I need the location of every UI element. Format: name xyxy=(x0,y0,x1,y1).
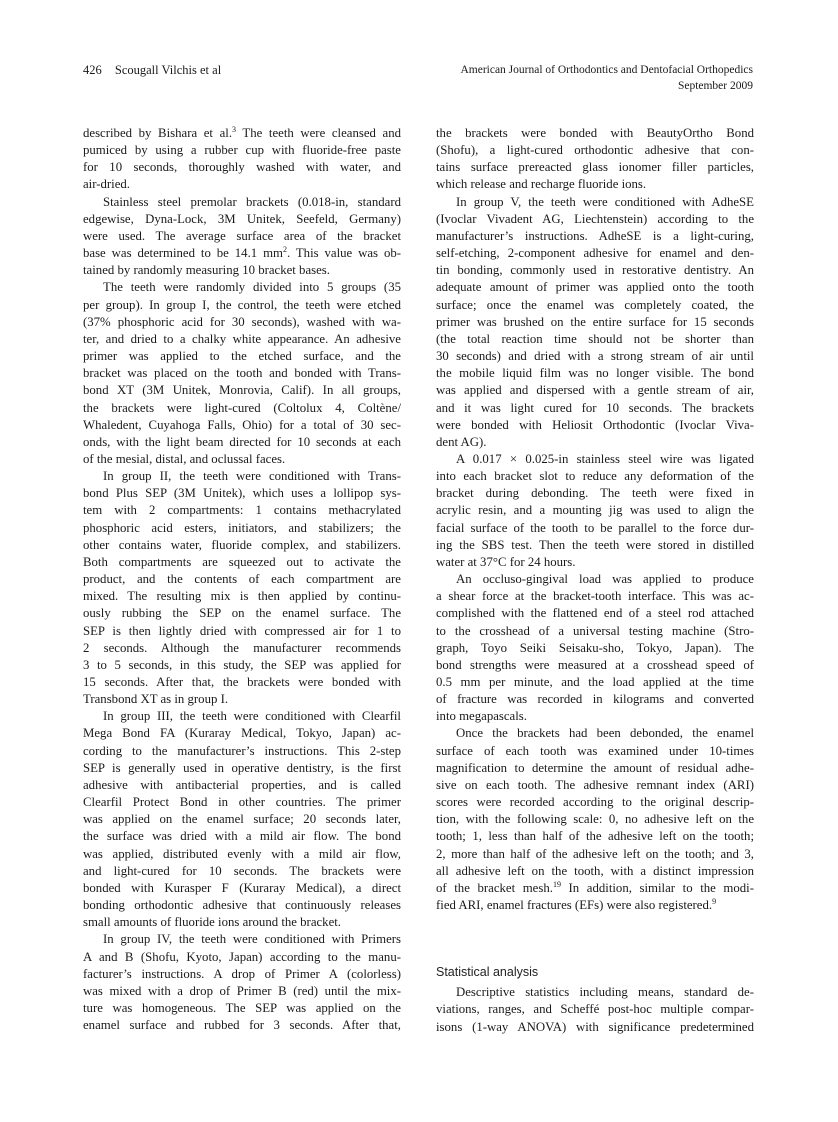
text-line: isons (1-way ANOVA) with significance predetermined xyxy=(436,1019,754,1034)
text-line: Mega Bond FA (Kuraray Medical, Tokyo, Japan) ac- xyxy=(83,726,401,741)
text-line: was applied and dispersed with a gentle stream of air, xyxy=(436,383,754,398)
text-line: was applied, distributed evenly with a mild air flow, xyxy=(83,846,401,861)
text-line: primer was applied to the etched surface, and the xyxy=(83,349,401,364)
citation-superscript: 9 xyxy=(712,897,717,907)
text-line: and light-cured for 10 seconds. The brackets were xyxy=(83,863,401,878)
text-segment: . This value was ob- xyxy=(286,246,402,261)
text-line: a shear force at the bracket-tooth interface. This was ac- xyxy=(436,589,754,604)
text-column-left xyxy=(83,125,401,1034)
text-segment: The teeth were cleansed and xyxy=(236,126,402,140)
text-line: acrylic resin, and a mounting jig was used to align the xyxy=(436,503,754,518)
text-line: into each bracket slot to reduce any deformation of the xyxy=(436,469,754,484)
text-line: other contains water, fluoride complex, and stabilizers. xyxy=(83,537,401,552)
text-line: ter, and dried to a chalky white appearance. An adhesive xyxy=(83,331,401,346)
text-line: A and B (Shofu, Kyoto, Japan) according to the manu- xyxy=(83,949,401,964)
text-line: tin bonding, commonly used in restorative dentistry. An xyxy=(436,263,754,278)
text-line: mixed. The resulting mix is then applied by continu- xyxy=(83,589,401,604)
text-line: cording to the manufacturer’s instructions. This 2-step xyxy=(83,743,401,758)
text-line: bracket during debonding. The teeth were fixed in xyxy=(436,486,754,501)
text-line: 3 to 5 seconds, in this study, the SEP was applied for xyxy=(83,657,401,672)
text-line: self-etching, 2-component adhesive for enamel and den- xyxy=(436,246,754,261)
text-line: adequate amount of primer was applied onto the tooth xyxy=(436,280,754,295)
citation-superscript: 3 xyxy=(232,125,237,134)
text-line: were bonded with Heliosit Orthodontic (Ivoclar Viva- xyxy=(436,417,754,432)
text-line: In group III, the teeth were conditioned with Clearfil xyxy=(103,709,401,724)
text-line: complished with the flattened end of a steel rod attached xyxy=(436,606,754,621)
text-line: In group IV, the teeth were conditioned with Primers xyxy=(103,932,401,947)
text-line: phosphoric acid esters, initiators, and stabilizers; the xyxy=(83,520,401,535)
text-line: for 10 seconds, thoroughly washed with water, and xyxy=(83,160,401,175)
text-line: ously rubbing the SEP on the enamel surface. The xyxy=(83,606,401,621)
text-line: enamel surface and rubbed for 3 seconds. After that, xyxy=(83,1018,401,1033)
text-line: bond strengths were measured at a crosshead speed of xyxy=(436,657,754,672)
text-line: primer was brushed on the entire surface for 15 seconds xyxy=(436,314,754,329)
text-line: facial surface of the tooth to be parallel to the force dur- xyxy=(436,520,754,535)
text-line: SEP is then lightly dried with compressed air for 1 to xyxy=(83,623,401,638)
text-line: The teeth were randomly divided into 5 groups (35 xyxy=(103,280,401,295)
text-line: SEP is generally used in operative dentistry, is the first xyxy=(83,760,401,775)
text-line: tion, with the following scale: 0, no adhesive left on the xyxy=(436,812,754,827)
text-line: sive on each tooth. The adhesive remnant index (ARI) xyxy=(436,777,754,792)
text-line: tains surface prereacted glass ionomer filler particles, xyxy=(436,160,754,175)
text-line xyxy=(83,245,401,262)
text-line: product, and the contents of each compartment are xyxy=(83,572,401,587)
page-number: 426 xyxy=(83,63,102,77)
text-line: water at 37°C for 24 hours. xyxy=(436,554,576,569)
citation-superscript: 19 xyxy=(552,879,561,889)
running-header-right xyxy=(460,62,753,94)
text-line: surface; once the enamel was completely coated, the xyxy=(436,297,754,312)
text-line: 2 seconds. Although the manufacturer recommends xyxy=(83,640,401,655)
text-line: (37% phosphoric acid for 30 seconds), washed with wa- xyxy=(83,314,401,329)
text-line: surface of each tooth was examined under 10-times xyxy=(436,743,754,758)
issue-date: September 2009 xyxy=(677,80,753,92)
text-line: the brackets were light-cured (Coltolux 4, Coltène/ xyxy=(83,400,401,415)
text-line: adhesive with antibacterial properties, and is called xyxy=(83,777,401,792)
text-line: Whaledent, Cuyahoga Falls, Ohio) for a total of 30 sec- xyxy=(83,417,401,432)
text-line: ture was homogeneous. The SEP was applied on the xyxy=(83,1000,401,1015)
text-line: 15 seconds. After that, the brackets were bonded with xyxy=(83,675,401,689)
text-line: the surface was dried with a mild air flow. The bond xyxy=(83,829,401,844)
text-line: all adhesive left on the tooth, with a distinct impression xyxy=(436,863,754,878)
text-line xyxy=(436,897,754,914)
text-line: of the mesial, distal, and oclussal faces. xyxy=(83,451,286,466)
text-line: per group). In group I, the control, the teeth were etched xyxy=(83,297,401,312)
text-line: viations, ranges, and Scheffé post-hoc multiple compar- xyxy=(436,1002,754,1017)
text-line: the brackets were bonded with BeautyOrtho Bond xyxy=(436,126,754,140)
text-line: tooth; 1, less than half of the adhesive left on the tooth; xyxy=(436,829,754,844)
text-segment: of the bracket mesh. xyxy=(436,880,553,895)
text-line: (Ivoclar Vivadent AG, Liechtenstein) according to the xyxy=(436,211,754,226)
text-line: facturer’s instructions. A drop of Primer A (colorless) xyxy=(83,966,401,981)
text-line: graph, Toyo Seiki Seisaku-sho, Tokyo, Japan). The xyxy=(436,640,754,655)
text-line xyxy=(83,125,401,142)
text-line: (the total reaction time should not be shorter than xyxy=(436,331,754,346)
text-line: Both compartments are squeezed out to activate the xyxy=(83,554,401,569)
text-line: bonded with Kurasper F (Kuraray Medical), a direct xyxy=(83,880,401,895)
text-line: edgewise, Dyna-Lock, 3M Unitek, Seefeld, Germany) xyxy=(83,211,401,226)
citation-superscript: 2 xyxy=(282,245,287,255)
text-line: Clearfil Protect Bond in other countries. The primer xyxy=(83,795,401,810)
text-line: bracket was placed on the tooth and bonded with Trans- xyxy=(83,366,401,381)
running-header-left xyxy=(83,62,221,78)
text-line: magnification to determine the amount of residual adhe- xyxy=(436,760,754,775)
text-line: was applied on the enamel surface; 20 seconds later, xyxy=(83,812,401,827)
text-segment: described by Bishara et al. xyxy=(83,126,233,140)
text-line: ing the SBS test. Then the teeth were stored in distilled xyxy=(436,537,754,552)
text-line: Once the brackets had been debonded, the enamel xyxy=(456,726,754,741)
text-line: manufacturer’s instructions. AdheSE is a light-curing, xyxy=(436,228,754,243)
text-line: small amounts of fluoride ions around the bracket. xyxy=(83,915,342,930)
text-line: Descriptive statistics including means, standard de- xyxy=(456,985,754,1000)
text-line: tem with 2 compartments: 1 contains methacrylated xyxy=(83,503,401,518)
text-line: 2, more than half of the adhesive left on the tooth; and 3, xyxy=(436,846,754,861)
text-line: air-dried. xyxy=(83,177,130,192)
text-line: An occluso-gingival load was applied to produce xyxy=(456,572,754,587)
text-line: bond Plus SEP (3M Unitek), which uses a lollipop sys- xyxy=(83,486,401,501)
journal-title: American Journal of Orthodontics and Dentofacial Orthopedics xyxy=(460,64,753,76)
text-line: In group V, the teeth were conditioned with AdheSE xyxy=(456,194,754,209)
text-line: 0.5 mm per minute, and the load applied at the time xyxy=(436,675,754,689)
text-line: of fracture was recorded in kilograms and converted xyxy=(436,692,754,707)
text-segment: fied ARI, enamel fractures (EFs) were also registered. xyxy=(436,898,713,913)
text-line: bonding orthodontic adhesive that continuously releases xyxy=(83,898,401,913)
text-column-right xyxy=(436,125,754,1036)
text-line: pumiced by using a rubber cup with fluoride-free paste xyxy=(83,143,401,158)
text-line: which release and recharge fluoride ions. xyxy=(436,177,647,192)
text-line: was mixed with a drop of Primer B (red) until the mix- xyxy=(83,983,401,998)
text-line: Transbond XT as in group I. xyxy=(83,692,229,707)
text-line: scores were recorded according to the original descrip- xyxy=(436,795,754,810)
text-segment: base was determined to be 14.1 mm xyxy=(83,246,283,261)
text-line: onds, with the light beam directed for 10 seconds at each xyxy=(83,434,401,449)
text-line: to the crosshead of a universal testing machine (Stro- xyxy=(436,623,754,638)
text-line: into megapascals. xyxy=(436,709,527,724)
text-line: In group II, the teeth were conditioned with Trans- xyxy=(103,469,401,484)
text-line: A 0.017 × 0.025-in stainless steel wire was ligated xyxy=(456,451,754,466)
section-spacer xyxy=(436,914,754,961)
section-heading: Statistical analysis xyxy=(436,965,539,980)
text-line: tained by randomly measuring 10 bracket bases. xyxy=(83,263,330,278)
text-line: (Shofu), a light-cured orthodontic adhesive that con- xyxy=(436,143,754,158)
text-line: and it was light cured for 10 seconds. The brackets xyxy=(436,400,754,415)
text-line: 30 seconds) and dried with a strong stream of air until xyxy=(436,349,754,364)
text-line: dent AG). xyxy=(436,434,487,449)
text-segment: In addition, similar to the modi- xyxy=(560,880,754,895)
text-line: were used. The average surface area of the bracket xyxy=(83,228,401,243)
text-line: the mobile liquid film was no longer visible. The bond xyxy=(436,366,754,381)
text-line: Stainless steel premolar brackets (0.018-in, standard xyxy=(103,194,401,209)
text-line: bond XT (3M Unitek, Monrovia, Calif). In all groups, xyxy=(83,383,401,398)
running-authors: Scougall Vilchis et al xyxy=(114,63,222,77)
text-line xyxy=(436,880,754,897)
